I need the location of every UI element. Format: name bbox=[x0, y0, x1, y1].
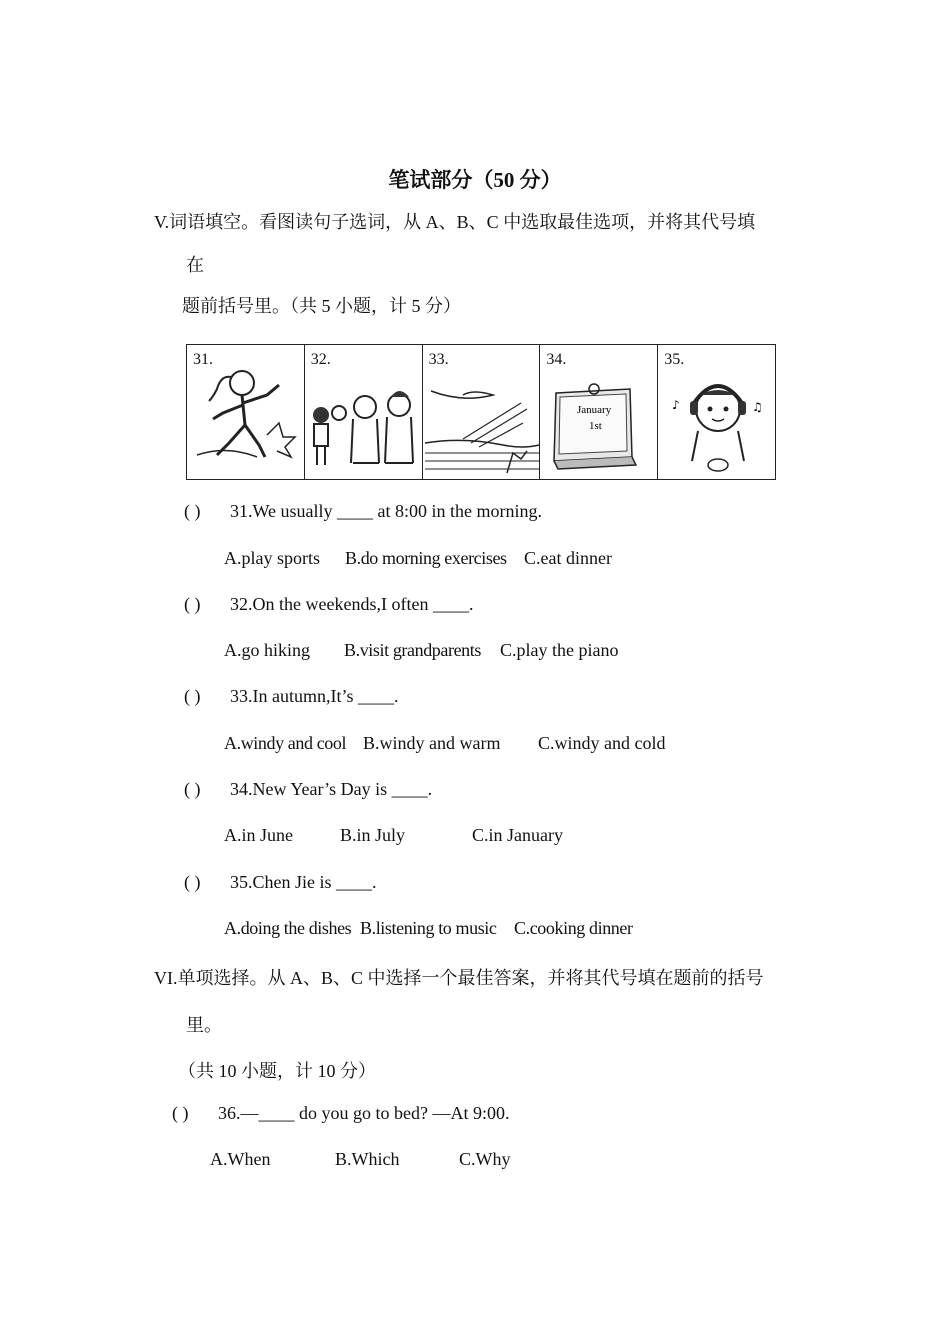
question-text: 34.New Year’s Day is ____. bbox=[230, 779, 433, 799]
option-b: B.windy and warm bbox=[363, 733, 501, 753]
section-6-heading-line3: （共 10 小题，计 10 分） bbox=[178, 1061, 376, 1081]
question-text: 33.In autumn,It’s ____. bbox=[230, 686, 399, 706]
svg-text:♪: ♪ bbox=[672, 398, 680, 412]
picture-35 bbox=[658, 345, 775, 479]
option-b: B.listening to music bbox=[360, 918, 497, 938]
girl-exercising-icon bbox=[187, 345, 304, 479]
question-31 bbox=[184, 501, 542, 522]
question-text: 36.—____ do you go to bed? —At 9:00. bbox=[218, 1103, 510, 1123]
answer-bracket[interactable]: ( ) bbox=[184, 594, 201, 614]
option-b: B.in July bbox=[340, 825, 406, 845]
section-5-heading-line2: 在 bbox=[186, 255, 204, 275]
option-c: C.play the piano bbox=[500, 640, 619, 660]
picture-34 bbox=[540, 345, 658, 479]
option-a: A.in June bbox=[224, 825, 293, 845]
option-b: B.visit grandparents bbox=[344, 640, 481, 660]
page-title: 笔试部分（50 分） bbox=[388, 168, 562, 192]
visit-grandparents-icon bbox=[305, 345, 422, 479]
options-36 bbox=[210, 1149, 511, 1170]
answer-bracket[interactable]: ( ) bbox=[184, 872, 201, 892]
option-b: B.Which bbox=[335, 1149, 400, 1169]
question-36 bbox=[172, 1103, 509, 1124]
answer-bracket[interactable]: ( ) bbox=[184, 779, 201, 799]
windy-landscape-icon bbox=[423, 345, 540, 479]
section-6-heading-line2: 里。 bbox=[186, 1015, 222, 1035]
question-text: 32.On the weekends,I often ____. bbox=[230, 594, 474, 614]
picture-32 bbox=[305, 345, 423, 479]
option-a: A.windy and cool bbox=[224, 733, 347, 753]
options-34 bbox=[224, 825, 563, 846]
option-a: A.go hiking bbox=[224, 640, 311, 660]
question-33 bbox=[184, 686, 399, 707]
option-c: C.in January bbox=[472, 825, 563, 845]
section-5-heading-line1: V.词语填空。看图读句子选词，从 A、B、C 中选取最佳选项，并将其代号填 bbox=[154, 212, 756, 232]
option-b: B.do morning exercises bbox=[345, 548, 507, 568]
picture-number: 32. bbox=[310, 351, 331, 368]
question-35 bbox=[184, 872, 377, 893]
section-6-heading-line1: VI.单项选择。从 A、B、C 中选择一个最佳答案，并将其代号填在题前的括号 bbox=[154, 968, 764, 988]
option-a: A.When bbox=[210, 1149, 271, 1169]
calendar-month: January bbox=[577, 404, 612, 416]
picture-number: 34. bbox=[546, 351, 567, 368]
options-31 bbox=[224, 548, 612, 569]
girl-headphones-icon bbox=[658, 345, 775, 479]
question-32 bbox=[184, 594, 473, 615]
picture-number: 33. bbox=[428, 351, 449, 368]
picture-number: 35. bbox=[664, 351, 685, 368]
picture-strip bbox=[186, 344, 776, 480]
option-a: A.play sports bbox=[224, 548, 320, 568]
option-c: C.windy and cold bbox=[538, 733, 666, 753]
option-a: A.doing the dishes bbox=[224, 918, 352, 938]
calendar-day: 1st bbox=[589, 420, 603, 432]
options-35 bbox=[224, 918, 633, 939]
picture-number: 31. bbox=[193, 351, 213, 368]
options-33 bbox=[224, 733, 666, 754]
question-text: 35.Chen Jie is ____. bbox=[230, 872, 377, 892]
answer-bracket[interactable]: ( ) bbox=[172, 1103, 189, 1123]
answer-bracket[interactable]: ( ) bbox=[184, 686, 201, 706]
picture-31 bbox=[187, 345, 305, 479]
option-c: C.eat dinner bbox=[524, 548, 612, 568]
question-text: 31.We usually ____ at 8:00 in the morning. bbox=[230, 501, 543, 521]
options-32 bbox=[224, 640, 618, 661]
picture-33 bbox=[423, 345, 541, 479]
question-34 bbox=[184, 779, 432, 800]
answer-bracket[interactable]: ( ) bbox=[184, 501, 201, 521]
svg-text:♫: ♫ bbox=[752, 400, 763, 414]
section-5-heading-line3: 题前括号里。（共 5 小题，计 5 分） bbox=[182, 296, 461, 316]
option-c: C.Why bbox=[459, 1149, 511, 1169]
calendar-icon bbox=[540, 345, 657, 479]
option-c: C.cooking dinner bbox=[514, 918, 633, 938]
